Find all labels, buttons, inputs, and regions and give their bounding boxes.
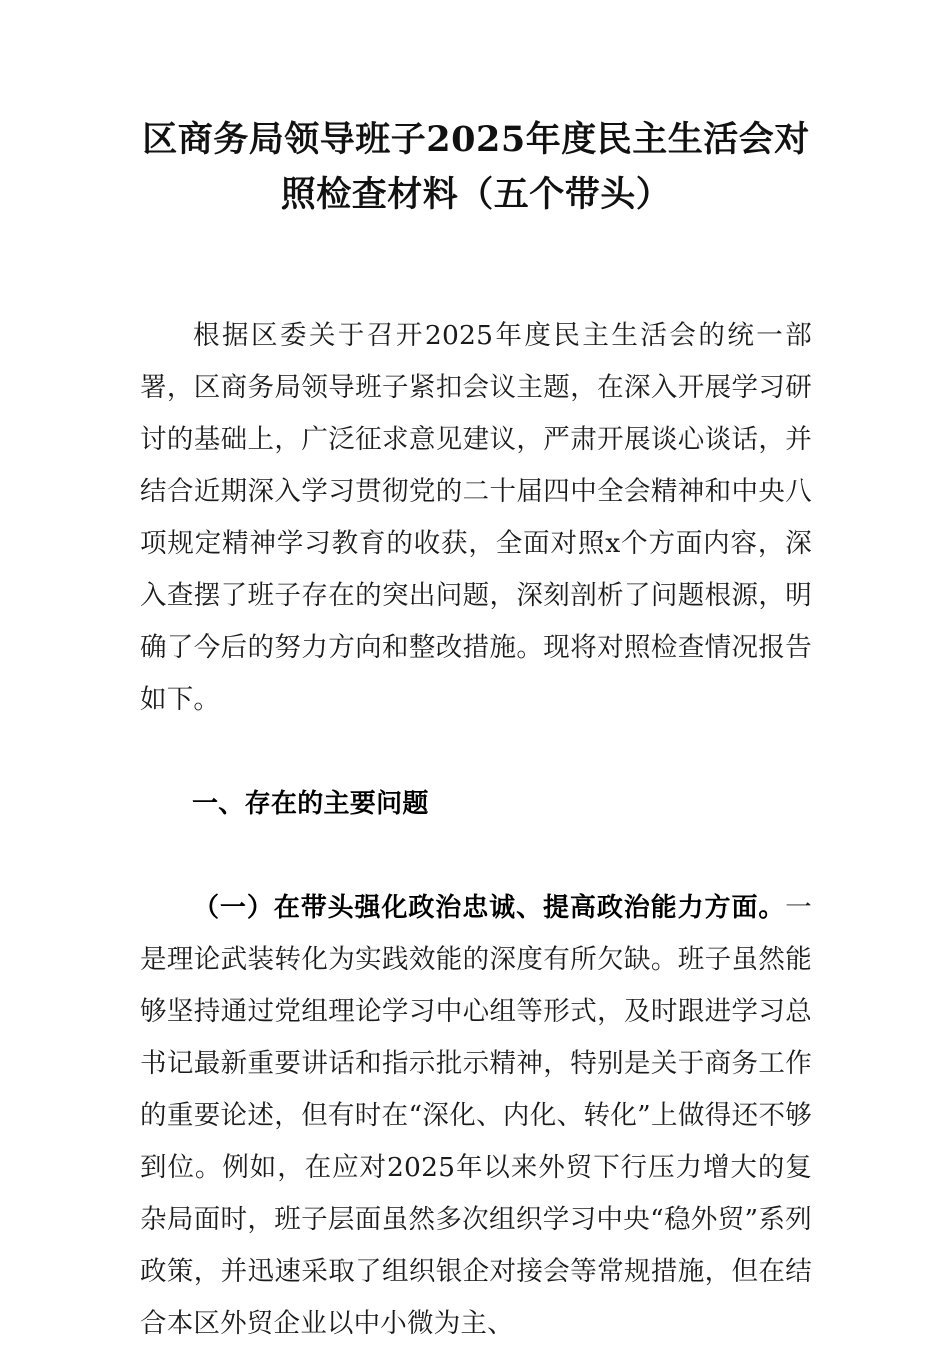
intro-paragraph: 根据区委关于召开2025年度民主生活会的统一部署，区商务局领导班子紧扣会议主题，在深入开展学习研讨的基础上，广泛征求意见建议，严肃开展谈心谈话，并结合近期深入学习贯彻党的二十届四中全会精神和中央八项规定精神学习教育的收获，全面对照x个方面内容，深入查摆了班子存在的突出问题，深刻剖析了问题根源，明确了今后的努力方向和整改措施。现将对照检查情况报告如下。	[140, 320, 812, 715]
page-title-line-1: 区商务局领导班子2025年度民主生活会对照	[142, 119, 810, 215]
subsection-paragraph-political-loyalty	[140, 830, 812, 1350]
section-heading-main-problems: 一、存在的主要问题	[192, 789, 429, 819]
subsection-lead-in-political-loyalty: （一）在带头强化政治忠诚、提高政治能力方面。	[193, 893, 786, 923]
document-content	[140, 0, 812, 1350]
subsection-body-political-loyalty: 一是理论武装转化为实践效能的深度有所欠缺。班子虽然能够坚持通过党组理论学习中心组等形式，及时跟进学习总书记最新重要讲话和指示批示精神，特别是关于商务工作的重要论述，但有时在“深化、内化、转化”上做得还不够到位。例如，在应对2025年以来外贸下行压力增大的复杂局面时，班子层面虽然多次组织学习中央“稳外贸”系列政策，并迅速采取了组织银企对接会等常规措施，但在结合本区外贸企业以中小微为主、	[140, 892, 812, 1339]
page-title-line-2: 检查材料（五个带头）	[316, 174, 672, 215]
page-title	[140, 0, 812, 222]
